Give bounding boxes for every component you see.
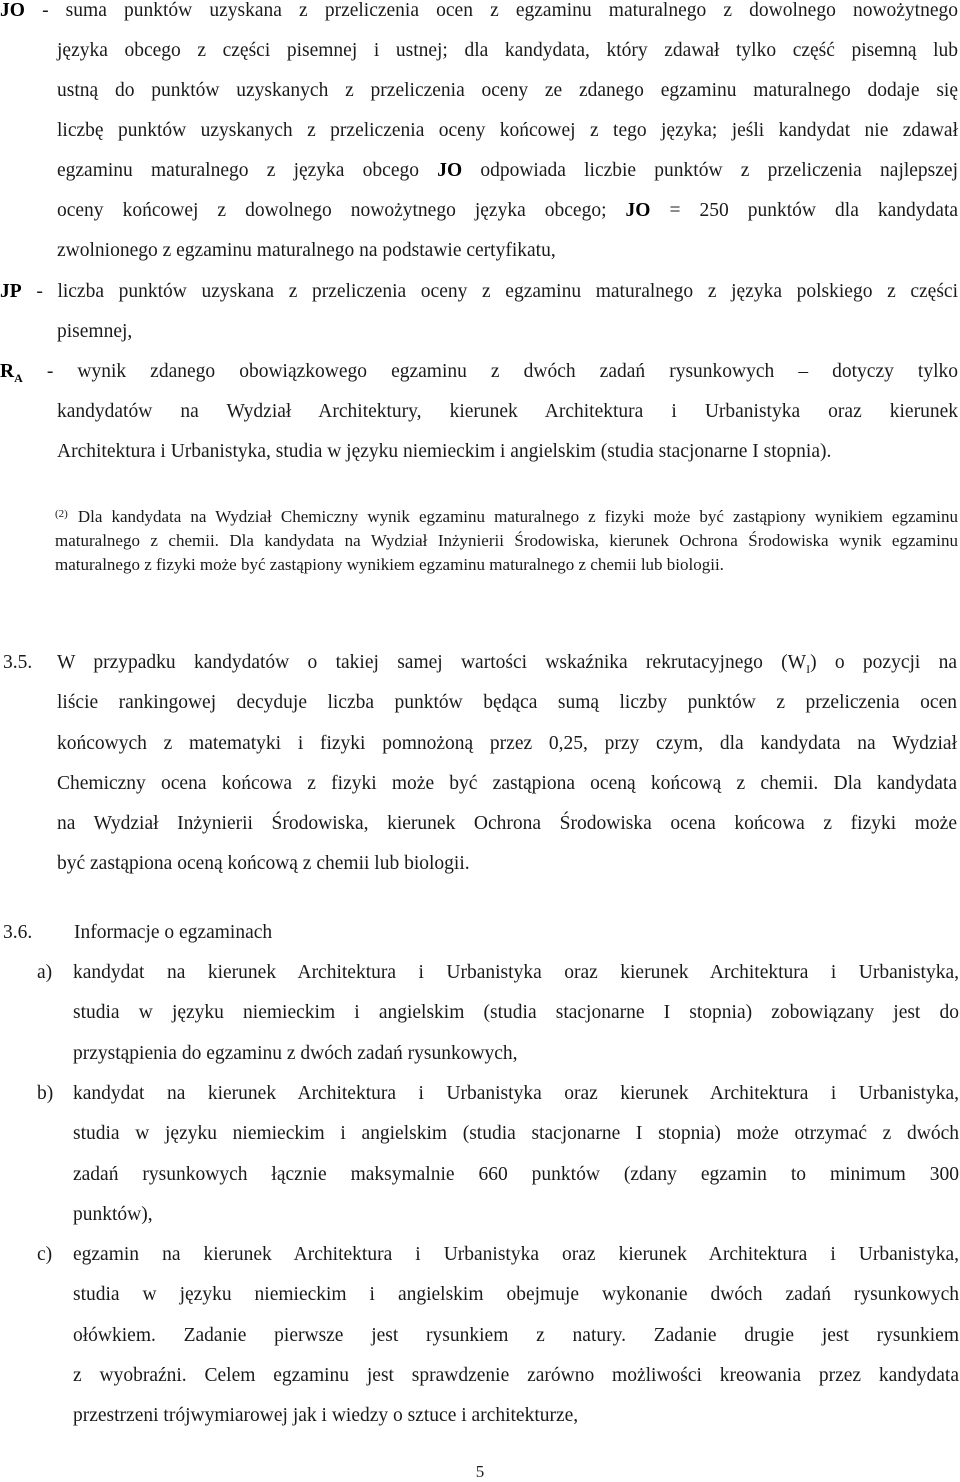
list-item-b-line: zadań rysunkowych łącznie maksymalnie 660 punktów (zdany egzamin to minimum 300 [73, 1163, 959, 1185]
def-jo-line-4: liczbę punktów uzyskanych z przeliczenia oceny końcowej z tego języka; jeśli kandydat nie zdawał [57, 120, 958, 141]
def-jp-line-1: JP - liczba punktów uzyskana z przeliczenia oceny z egzaminu maturalnego z języka polskiego z części [0, 281, 958, 302]
list-marker-a: a) [37, 962, 53, 983]
def-jo-symbol: JO [0, 0, 25, 21]
list-item-b-line: kandydat na kierunek Architektura i Urbanistyka oraz kierunek Architektura i Urbanistyka, [73, 1083, 959, 1104]
footnote [55, 505, 958, 577]
list-item-a-line: przystąpienia do egzaminu z dwóch zadań rysunkowych, [73, 1042, 518, 1064]
def-jp-line-2: pisemnej, [57, 321, 133, 342]
list-marker-b: b) [37, 1083, 54, 1104]
list-item-c [37, 1235, 959, 1436]
page-number: 5 [475, 1462, 485, 1481]
list-item-c-line: studia w języku niemieckim i angielskim obejmuje wykonanie dwóch zadań rysunkowych [73, 1284, 959, 1306]
section-3-5-paragraph [57, 643, 957, 885]
def-ra-line-3: Architektura i Urbanistyka, studia w języku niemieckim i angielskim (studia stacjonarne I stopnia). [57, 441, 832, 462]
section-3-6-number: 3.6. [3, 922, 33, 943]
def-ra-symbol: $R_A$ [0, 361, 23, 385]
def-ra-line-1: $R_A$ - wynik zdanego obowiązkowego egzaminu z dwóch zadań rysunkowych – dotyczy tylko [0, 361, 959, 385]
def-ra-line-2: kandydatów na Wydział Architektury, kierunek Architektura i Urbanistyka oraz kierunek [57, 401, 958, 422]
section-3-5-line-6: być zastąpiona oceną końcową z chemii lub biologii. [57, 853, 470, 875]
list-item-b-line: studia w języku niemieckim i angielskim (studia stacjonarne I stopnia) może otrzymać z dwóch [73, 1123, 959, 1145]
list-item-c-line: egzamin na kierunek Architektura i Urbanistyka oraz kierunek Architektura i Urbanistyka, [73, 1244, 959, 1265]
footnote-text: Dla kandydata na Wydział Chemiczny wynik egzaminu maturalnego z fizyki może być zastąpiony wynikiem egzaminu maturalnego z chemii. Dla kandydata na Wydział Inżynierii Środowiska, kierunek Ochrona Środowiska wynik egzaminu maturalnego z fizyki może być zastąpiony wynikiem egzaminu maturalnego z chemii lub biologii. [55, 507, 958, 574]
list-item-b-line: punktów), [73, 1203, 153, 1225]
def-jo-line-6: oceny końcowej z dowolnego nowożytnego języka obcego; JO = 250 punktów dla kandydata [57, 200, 959, 221]
list-item-c-line: przestrzeni trójwymiarowej jak i wiedzy o sztuce i architekturze, [73, 1405, 579, 1427]
section-3-5-line-2: liście rankingowej decyduje liczba punktów będąca sumą liczby punktów z przeliczenia ocen [57, 692, 957, 714]
def-jo-line-5: egzaminu maturalnego z języka obcego JO odpowiada liczbie punktów z przeliczenia najlepszej [57, 160, 958, 181]
section-3-5-line-3: końcowych z matematyki i fizyki pomnożoną przez 0,25, przy czym, dla kandydata na Wydział [57, 732, 957, 754]
def-jo-inline-symbol-2: JO [625, 200, 651, 221]
def-jo-line-7: zwolnionego z egzaminu maturalnego na podstawie certyfikatu, [57, 240, 556, 261]
list-item-a-line: studia w języku niemieckim i angielskim (studia stacjonarne I stopnia) zobowiązany jest do [73, 1002, 959, 1024]
footnote-mark: (2) [55, 508, 68, 520]
list-item-c-line: ołówkiem. Zadanie pierwsze jest rysunkiem z natury. Zadanie drugie jest rysunkiem [73, 1324, 959, 1346]
section-3-5-line-5: na Wydział Inżynierii Środowiska, kierunek Ochrona Środowiska ocena końcowa z fizyki może [57, 813, 957, 835]
list-marker-c: c) [37, 1244, 53, 1265]
def-jo-line-2: języka obcego z części pisemnej i ustnej; dla kandydata, który zdawał tylko część pisemną lub [57, 40, 958, 61]
list-item-b [37, 1074, 959, 1235]
section-3-5-line-4: Chemiczny ocena końcowa z fizyki może być zastąpiona oceną końcową z chemii. Dla kandydata [57, 772, 957, 794]
def-jo-line-1 [0, 0, 958, 22]
list-item-a-line: kandydat na kierunek Architektura i Urbanistyka oraz kierunek Architektura i Urbanistyka, [73, 962, 959, 983]
def-jo-text: - suma punktów uzyskana z przeliczenia ocen z egzaminu maturalnego z dowolnego nowożytnego [42, 0, 959, 21]
def-jo-inline-symbol-1: JO [437, 160, 463, 181]
section-3-5-number: 3.5. [3, 652, 33, 673]
list-item-a [37, 953, 959, 1074]
section-3-6-title: Informacje o egzaminach [74, 922, 273, 943]
def-jo-line-3: ustną do punktów uzyskanych z przeliczenia oceny ze zdanego egzaminu maturalnego dodaje się [57, 80, 958, 101]
list-item-c-line: z wyobraźni. Celem egzaminu jest sprawdzenie zarówno możliwości kreowania przez kandydata [73, 1364, 959, 1386]
def-jp-symbol: JP [0, 281, 22, 302]
section-3-5-line-1: W przypadku kandydatów o takiej samej wartości wskaźnika rekrutacyjnego $(W_I)$ o pozycji na [57, 652, 958, 676]
